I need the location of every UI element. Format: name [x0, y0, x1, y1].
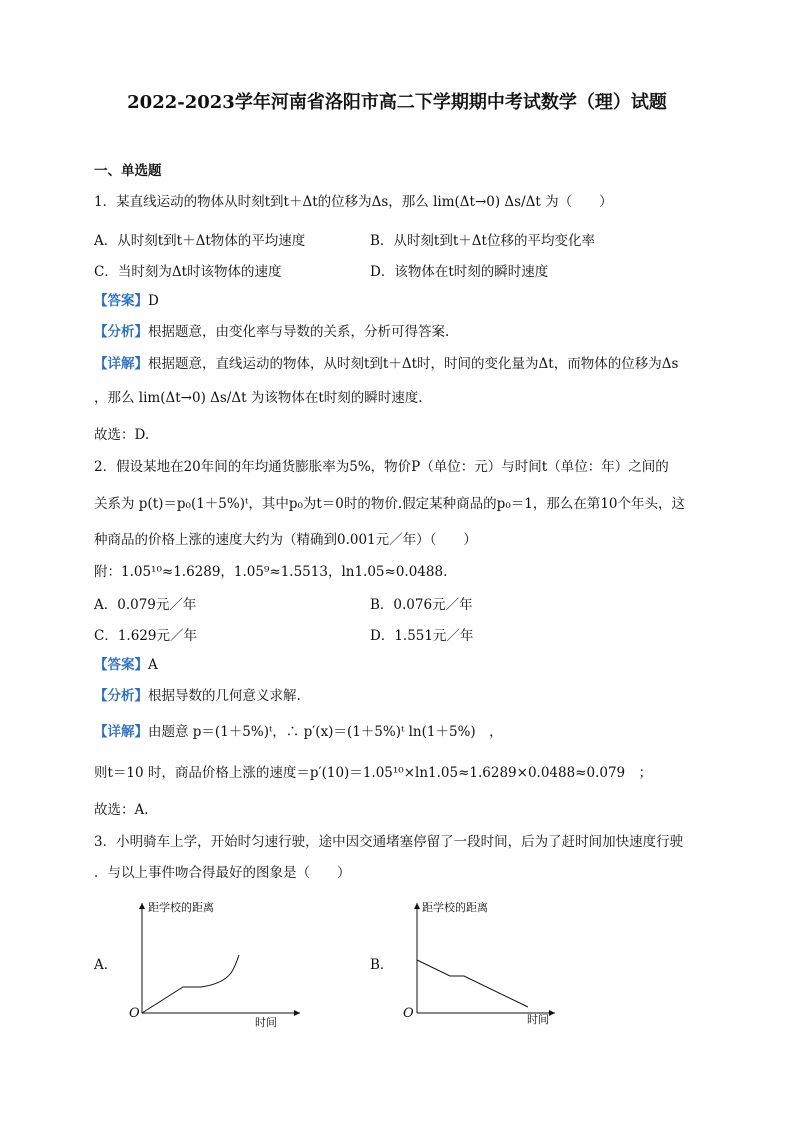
graph-b: [390, 895, 580, 1030]
detail-text: 由题意 p＝(1＋5%)ᵗ，∴ p′(x)＝(1＋5%)ᵗ ln(1＋5%) ，: [148, 724, 503, 740]
page-title: 2022-2023学年河南省洛阳市高二下学期期中考试数学（理）试题: [127, 92, 667, 113]
q1-detail: [94, 354, 678, 374]
q2-stem-1: 2．假设某地在20年间的年均通货膨胀率为5%，物价P（单位：元）与时间t（单位：年）之间的: [94, 459, 669, 475]
q1-detail-cont: ，那么 lim(Δt→0) Δs/Δt 为该物体在t时刻的瞬时速度.: [94, 390, 423, 406]
q3-stem-1: 3．小明骑车上学，开始时匀速行驶，途中因交通堵塞停留了一段时间，后为了赶时间加快速度行驶: [94, 834, 684, 850]
q3-stem-2: ．与以上事件吻合得最好的图象是（ ）: [94, 865, 351, 881]
answer-tag: 【答案】: [94, 657, 148, 673]
graph-b-y-arrow: [414, 903, 420, 909]
q1-analysis: [94, 322, 449, 342]
q2-option-b: B．0.076元／年: [370, 597, 473, 613]
graph-a: [115, 895, 305, 1030]
q2-analysis: [94, 686, 301, 706]
graph-b-xlabel: 时间: [527, 1013, 549, 1026]
q2-stem-2: 关系为 p(t)＝p₀(1＋5%)ᵗ，其中p₀为t＝0时的物价.假定某种商品的p₀＝1，那么在第10个年头，这: [94, 496, 685, 512]
graph-a-ylabel: 距学校的距离: [148, 901, 214, 914]
q1-stem: 1．某直线运动的物体从时刻t到t＋Δt的位移为Δs，那么 lim(Δt→0) Δs/Δt 为（ ）: [94, 194, 613, 210]
section-heading: 一、单选题: [94, 163, 162, 179]
q2-choose: 故选：A.: [94, 802, 149, 818]
answer-value: D: [148, 293, 159, 309]
q1-option-d: D．该物体在t时刻的瞬时速度: [370, 264, 549, 280]
graph-a-letter: A．: [94, 957, 118, 973]
analysis-text: 根据题意，由变化率与导数的关系，分析可得答案.: [148, 324, 450, 340]
q2-note: 附：1.05¹⁰≈1.6289，1.05⁹≈1.5513，ln1.05≈0.0488.: [94, 564, 448, 580]
detail-tag: 【详解】: [94, 356, 148, 372]
analysis-tag: 【分析】: [94, 324, 148, 340]
q2-stem-3: 种商品的价格上涨的速度大约为（精确到0.001元／年）（ ）: [94, 532, 477, 548]
q2-option-a: A．0.079元／年: [94, 597, 197, 613]
q1-option-c: C．当时刻为Δt时该物体的速度: [94, 264, 282, 280]
graph-b-curve: [417, 960, 528, 1007]
q2-option-c: C．1.629元／年: [94, 628, 197, 644]
q2-answer: [94, 655, 158, 675]
q2-detail: [94, 722, 503, 742]
analysis-text: 根据导数的几何意义求解.: [148, 688, 301, 704]
graph-a-xlabel: 时间: [255, 1016, 277, 1029]
graph-a-y-arrow: [139, 903, 145, 909]
q1-choose: 故选：D.: [94, 427, 150, 443]
graph-a-origin: O: [129, 1006, 140, 1021]
graph-a-curve: [142, 955, 239, 1013]
q2-option-d: D．1.551元／年: [370, 628, 474, 644]
graph-a-x-arrow: [294, 1010, 300, 1016]
q1-answer: [94, 291, 159, 311]
analysis-tag: 【分析】: [94, 688, 148, 704]
answer-tag: 【答案】: [94, 293, 148, 309]
graph-b-letter: B．: [370, 957, 394, 973]
graph-b-ylabel: 距学校的距离: [422, 901, 488, 914]
answer-value: A: [148, 657, 158, 673]
detail-text: 根据题意，直线运动的物体，从时刻t到t＋Δt时，时间的变化量为Δt，而物体的位移为Δs: [148, 356, 679, 372]
graph-b-origin: O: [403, 1006, 414, 1021]
q1-option-b: B．从时刻t到t＋Δt位移的平均变化率: [370, 233, 595, 249]
detail-tag: 【详解】: [94, 724, 148, 740]
q2-detail-cont: 则t＝10 时，商品价格上涨的速度＝p′(10)＝1.05¹⁰×ln1.05≈1.6289×0.0488≈0.079 ；: [94, 765, 653, 781]
graph-b-x-arrow: [549, 1010, 555, 1016]
q1-option-a: A．从时刻t到t＋Δt物体的平均速度: [94, 233, 306, 249]
